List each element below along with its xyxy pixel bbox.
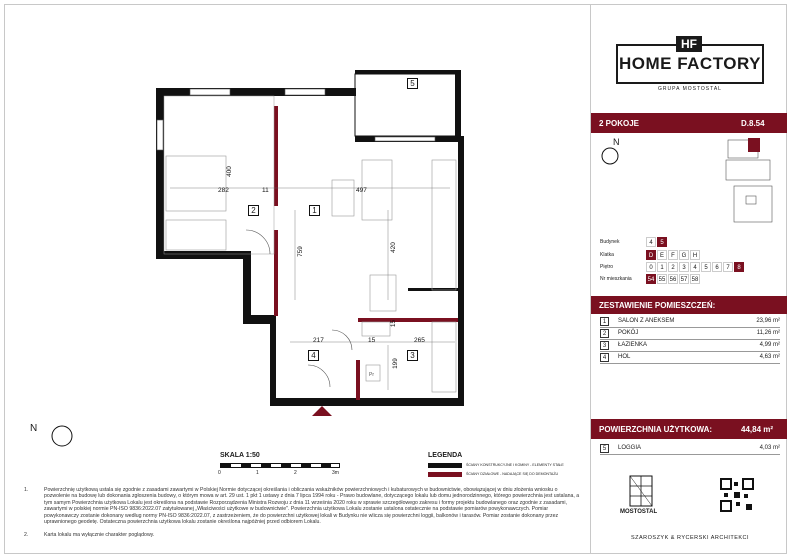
window-3 <box>375 137 435 141</box>
loggia-wall <box>355 70 460 74</box>
grid-cell: H <box>690 250 700 260</box>
grid-cell: 2 <box>668 262 678 272</box>
grid-cell: 4 <box>690 262 700 272</box>
door-arc-3 <box>308 365 330 387</box>
bathtub <box>432 322 456 392</box>
grid-cell-selected: D <box>646 250 656 260</box>
unit-rooms-label: 2 POKOJE <box>599 119 640 128</box>
scale-bar <box>220 463 340 468</box>
legend-label-structural: ŚCIANY KONSTRUKCYJNE I KOMINY - ELEMENTY STAŁE <box>466 463 564 467</box>
dim-420: 420 <box>389 242 397 253</box>
grid-cell: 6 <box>712 262 722 272</box>
floor-plan <box>150 60 470 420</box>
room-row-1: 1 SALON Z ANEKSEM 23,96 m² <box>600 316 780 328</box>
usable-area-bar <box>591 419 787 439</box>
unit-header <box>591 113 787 133</box>
dining-table <box>370 275 396 311</box>
grid-cell-selected: 8 <box>734 262 744 272</box>
legend-swatch-structural <box>428 463 462 468</box>
compass-icon <box>50 424 74 448</box>
legend-swatch-partition <box>428 472 462 477</box>
note-2-num: 2. <box>24 532 29 538</box>
grid-cell: 57 <box>679 274 689 284</box>
loggia-row: 5 LOGGIA 4,03 m² <box>600 443 780 455</box>
scale-tick-2: 2 <box>294 470 297 476</box>
unit-code: D.8.54 <box>741 119 765 128</box>
partition-wall-2 <box>274 230 278 316</box>
room-label-4: 4 <box>308 350 319 361</box>
grid-cell: E <box>657 250 667 260</box>
partition-wall-4 <box>356 360 360 400</box>
rooms-title: ZESTAWIENIE POMIESZCZEŃ: <box>599 301 716 310</box>
kitchen-wall <box>408 288 458 291</box>
grid-cell: F <box>668 250 678 260</box>
coffee-table <box>332 180 354 216</box>
grid-cell: 56 <box>668 274 678 284</box>
dim-15b: 15 <box>390 319 398 328</box>
grid-cell: G <box>679 250 689 260</box>
door-arc-1 <box>246 230 270 254</box>
dim-217: 217 <box>313 337 324 344</box>
dim-11: 11 <box>262 187 269 194</box>
scale-title: SKALA 1:50 <box>220 452 260 459</box>
room-label-3: 3 <box>407 350 418 361</box>
scale-tick-3: 3m <box>332 470 339 476</box>
window-1 <box>190 89 230 95</box>
dim-282: 282 <box>218 187 229 194</box>
room-label-1: 1 <box>309 205 320 216</box>
compass-letter-panel: N <box>613 137 620 147</box>
wall-hol-side <box>270 315 276 405</box>
outer-wall-bottom <box>270 398 464 406</box>
window-2 <box>285 89 325 95</box>
compass-letter-plan: N <box>30 423 38 434</box>
brand-group: GRUPA MOSTOSTAL <box>658 86 722 92</box>
dim-400: 400 <box>225 166 233 177</box>
scale-tick-1: 1 <box>256 470 259 476</box>
room-label-5: 5 <box>407 78 418 89</box>
note-2-text: Karta lokalu ma wyłącznie charakter poglądowy. <box>44 532 155 538</box>
bed <box>166 156 226 211</box>
loggia-side-wall <box>455 70 461 136</box>
outer-wall-right <box>458 136 464 406</box>
dim-15a: 15 <box>368 337 376 344</box>
dim-759: 759 <box>296 246 304 257</box>
key-plan <box>720 136 782 228</box>
wardrobe <box>166 220 226 250</box>
grid-cell: 1 <box>657 262 667 272</box>
note-1-num: 1. <box>24 487 29 493</box>
room-2-outline <box>164 96 274 254</box>
grid-cell: 7 <box>723 262 733 272</box>
scale-tick-0: 0 <box>218 470 221 476</box>
dim-199: 199 <box>391 358 399 369</box>
grid-cell: 3 <box>679 262 689 272</box>
compass-icon-panel <box>600 146 620 166</box>
brand-name: HOME FACTORY <box>618 54 761 73</box>
grid-cell: 58 <box>690 274 700 284</box>
svg-text:Pr: Pr <box>369 372 374 378</box>
logo-mark: HF <box>676 36 702 52</box>
developer-name: MOSTOSTAL <box>620 509 658 515</box>
grid-cell: 4 <box>646 237 656 247</box>
dim-265: 265 <box>414 337 425 344</box>
grid-cell: 0 <box>646 262 656 272</box>
partition-wall-3 <box>358 318 458 322</box>
grid-cell-selected: 5 <box>657 237 667 247</box>
mostostal-logo-icon <box>626 472 656 508</box>
usable-area-label: POWIERZCHNIA UŻYTKOWA: <box>599 425 713 434</box>
qr-code-icon <box>720 478 754 512</box>
room-row-3: 3 ŁAZIENKA 4,99 m² <box>600 340 780 352</box>
legend-title: LEGENDA <box>428 452 463 459</box>
room-row-2: 2 POKÓJ 11,26 m² <box>600 328 780 340</box>
kitchen-counter <box>432 160 456 290</box>
partition-wall-1 <box>274 106 278 206</box>
window-4 <box>157 120 163 150</box>
door-arc-2 <box>332 330 352 350</box>
dim-497: 497 <box>356 187 367 194</box>
grid-cell-selected: 54 <box>646 274 656 284</box>
entrance-marker <box>312 406 332 416</box>
architect-credit: SZAROSZYK & RYCERSKI ARCHITEKCI <box>630 535 750 541</box>
grid-cell: 55 <box>657 274 667 284</box>
legend-label-partition: ŚCIANY DZIAŁOWE - NADAJĄCE SIĘ DO DEMONTAŻU <box>466 472 559 476</box>
room-label-2: 2 <box>248 205 259 216</box>
room-row-4: 4 HOL 4,63 m² <box>600 352 780 364</box>
note-1-text: Powierzchnię użytkową ustala się zgodnie z zasadami zawartymi w Polskiej Normie dotyczącej określania i obliczania wskaźników powierzchniowych i kubaturowych w budownictwie, obowiązującej w dniu złożenia wniosku o pozwolenie na budowę lub dokonania zgłoszenia budowy, o którym mowa w art. 29 ust. 1 pkt 1 ustawy z dnia 7 lipca 1994 roku - Prawo budowlane, dotyczącego lokalu lub domu jednorodzinnego, którego powierzchnia jest ustalana, a tym samym Powierzchnia użytkowa Lokalu jest określona na podstawie Rozporządzenia Ministra Rozwoju z dnia 11 września 2020 roku w sprawie szczegółowego zakresu i formy projektu budowlanego oraz zgodnie z zasadami, zawartymi w polskiej normie PN-ISO 9836:2022.07 zatytułowanej „Właściwości użytkowe w budownictwie". Powierzchnia użytkowa Lokalu zostanie ustalona ostatecznie na podstawie pomiarów powykonawczych. Pomiar powykonawczy zostanie dokonany według normy PN-ISO 9836:2022.07, z zastrzeżeniem, że do powierzchni użytkowej lokali w Budynku nie wlicza się powierzchni loggii, balkonów i tarasów. Pomiar zostanie dokonany przez uprawnionego geodetę. Ostateczna powierzchnia użytkowa lokalu zostanie określona najpóźniej przed odbiorem Lokalu. <box>44 487 580 526</box>
outer-wall-top <box>156 88 356 96</box>
sink <box>362 322 390 336</box>
rooms-header <box>591 296 787 314</box>
grid-cell: 5 <box>701 262 711 272</box>
usable-area-value: 44,84 m² <box>741 425 774 434</box>
